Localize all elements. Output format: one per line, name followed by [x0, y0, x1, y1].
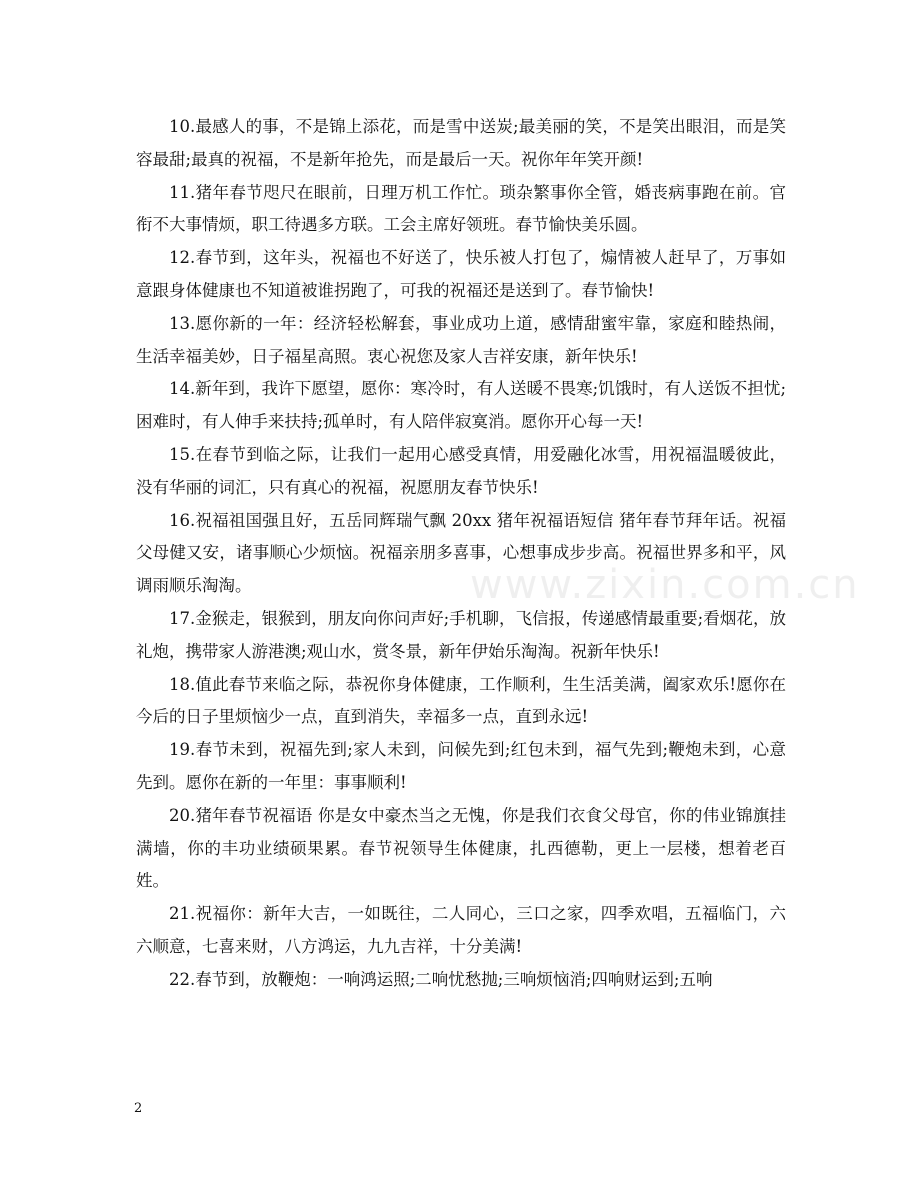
paragraph-14: 14.新年到，我许下愿望，愿你：寒冷时，有人送暖不畏寒;饥饿时，有人送饭不担忧;困难时，有人伸手来扶持;孤单时，有人陪伴寂寞消。愿你开心每一天!: [136, 379, 786, 432]
paragraph-21: 21.祝福你：新年大吉，一如既往，二人同心，三口之家，四季欢唱，五福临门，六六顺意，七喜来财，八方鸿运，九九吉祥，十分美满!: [136, 904, 786, 956]
paragraph-12: 12.春节到，这年头，祝福也不好送了，快乐被人打包了，煽情被人赶早了，万事如意跟身体健康也不知道被谁拐跑了，可我的祝福还是送到了。春节愉快!: [136, 248, 786, 300]
paragraph-17: 17.金猴走，银猴到，朋友向你问声好;手机聊，飞信报，传递感情最重要;看烟花，放礼炮，携带家人游港澳;观山水，赏冬景，新年伊始乐淘淘。祝新年快乐!: [136, 608, 786, 661]
paragraph-13: 13.愿你新的一年：经济轻松解套，事业成功上道，感情甜蜜牢靠，家庭和睦热闹，生活幸福美妙，日子福星高照。衷心祝您及家人吉祥安康，新年快乐!: [136, 313, 786, 366]
paragraph-19: 19.春节未到，祝福先到;家人未到，问候先到;红包未到，福气先到;鞭炮未到，心意先到。愿你在新的一年里：事事顺利!: [136, 740, 786, 792]
paragraph-11: 11.猪年春节咫尺在眼前，日理万机工作忙。琐杂繁事你全管，婚丧病事跑在前。官衔不大事情烦，职工待遇多方联。工会主席好领班。春节愉快美乐圆。: [136, 182, 786, 235]
paragraph-18: 18.值此春节来临之际，恭祝你身体健康，工作顺利，生生活美满，阖家欢乐!愿你在今后的日子里烦恼少一点，直到消失，幸福多一点，直到永远!: [136, 674, 786, 727]
paragraph-22: 22.春节到，放鞭炮：一响鸿运照;二响忧愁抛;三响烦恼消;四响财运到;五响: [169, 969, 713, 989]
watermark: www.zixin.com.cn: [470, 562, 860, 608]
paragraph-15: 15.在春节到临之际，让我们一起用心感受真情，用爱融化冰雪，用祝福温暖彼此，没有华丽的词汇，只有真心的祝福，祝愿朋友春节快乐!: [136, 444, 786, 497]
page-number: 2: [134, 1101, 143, 1116]
paragraph-20: 20.猪年春节祝福语 你是女中豪杰当之无愧，你是我们衣食父母官，你的伟业锦旗挂满墙，你的丰功业绩硕果累。春节祝领导生体健康，扎西德勒，更上一层楼，想着老百姓。: [136, 805, 786, 891]
document-body: [136, 111, 786, 997]
paragraph-16: 16.祝福祖国强且好，五岳同辉瑞气飘 20xx 猪年祝福语短信 猪年春节拜年话。祝福父母健又安，诸事顺心少烦恼。祝福亲朋多喜事，心想事成步步高。祝福世界多和平，风调雨顺乐淘淘。: [136, 510, 786, 596]
paragraph-10: 10.最感人的事，不是锦上添花，而是雪中送炭;最美丽的笑，不是笑出眼泪，而是笑容最甜;最真的祝福，不是新年抢先，而是最后一天。祝你年年笑开颜!: [136, 117, 786, 169]
